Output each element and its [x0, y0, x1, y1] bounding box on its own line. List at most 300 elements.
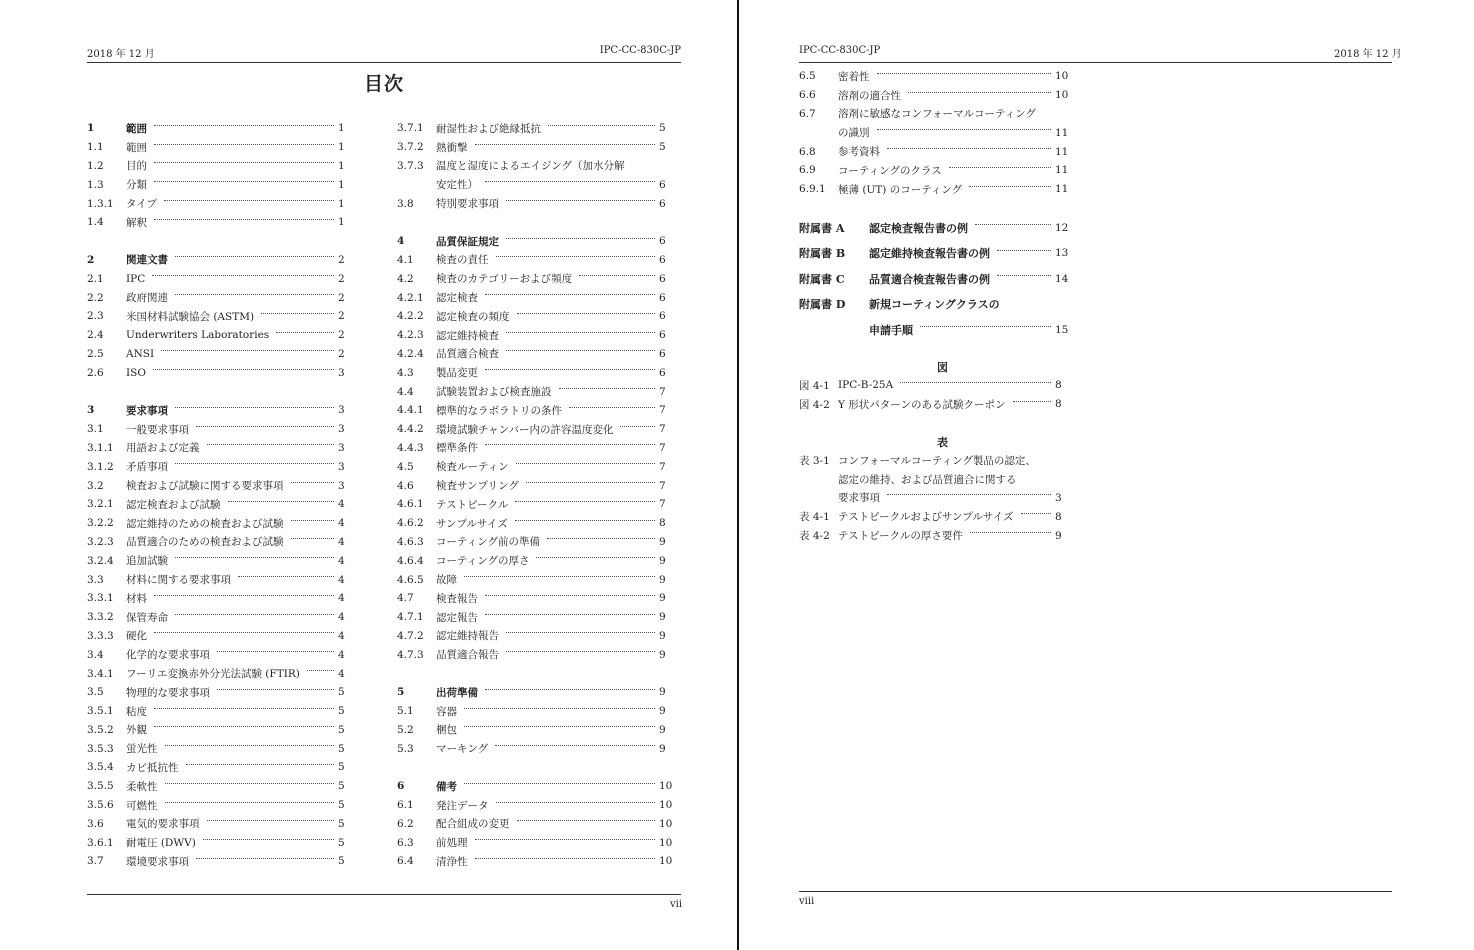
toc-entry[interactable] — [87, 833, 360, 852]
toc-entry-number: 5 — [397, 686, 405, 699]
toc-entry-page: 8 — [1055, 510, 1062, 523]
toc-entry-label: 電気的要求事項 — [126, 818, 200, 831]
toc-entry[interactable] — [87, 439, 360, 458]
toc-entry-page: 5 — [338, 742, 345, 755]
toc-entry-label: 蛍光性 — [126, 743, 158, 756]
toc-entry[interactable] — [799, 489, 1077, 508]
toc-leader-dots — [997, 250, 1051, 251]
toc-entry-page: 9 — [659, 742, 666, 755]
toc-entry-page: 11 — [1055, 126, 1069, 139]
toc-entry-label: 検査報告 — [436, 592, 478, 605]
toc-leader-dots — [464, 576, 655, 577]
toc-entry-number: 4.5 — [397, 460, 414, 473]
toc-entry-label: 化学的な要求事項 — [126, 649, 210, 662]
toc-entry-page: 5 — [338, 705, 345, 718]
toc-entry-label: 耐湿性および絶縁抵抗 — [436, 122, 541, 135]
toc-entry-label: 品質適合のための検査および試験 — [126, 536, 284, 549]
toc-entry-label: Underwriters Laboratories — [126, 329, 270, 342]
toc-leader-dots — [196, 426, 334, 427]
toc-entry-label: 標準的なラボラトリの条件 — [436, 404, 562, 417]
toc-entry-label: フーリエ変換赤外分光法試験 (FTIR) — [126, 668, 300, 680]
toc-entry-number: 3.6.1 — [87, 836, 114, 849]
toc-entry[interactable] — [87, 457, 360, 476]
toc-entry[interactable] — [799, 180, 1077, 199]
toc-entry-number: 3.8 — [397, 197, 414, 210]
toc-spacer — [397, 664, 681, 683]
toc-entry-page: 10 — [1055, 70, 1069, 83]
toc-entry[interactable] — [397, 232, 681, 251]
toc-leader-dots — [485, 369, 655, 370]
toc-entry[interactable] — [397, 326, 681, 345]
toc-leader-dots — [175, 407, 334, 408]
toc-entry-label: 品質適合報告 — [436, 649, 499, 662]
toc-leader-dots — [154, 708, 334, 709]
toc-entry-page: 3 — [338, 479, 345, 492]
toc-entry-label: 梱包 — [436, 724, 457, 737]
toc-leader-dots — [464, 783, 655, 784]
toc-entry-number: 図 4-2 — [799, 398, 830, 411]
toc-entry[interactable] — [87, 288, 360, 307]
toc-entry-number: 5.3 — [397, 742, 414, 755]
toc-spacer — [87, 232, 360, 251]
toc-entry[interactable] — [87, 363, 360, 382]
toc-entry[interactable] — [397, 702, 681, 721]
toc-entry[interactable] — [397, 796, 681, 815]
toc-entry-page: 4 — [338, 573, 345, 586]
toc-entry-number: 1 — [87, 122, 95, 135]
toc-leader-dots — [908, 92, 1051, 93]
toc-entry[interactable] — [799, 105, 1077, 124]
toc-entry-number: 表 3-1 — [799, 454, 830, 467]
toc-leader-dots — [536, 557, 655, 558]
toc-entry[interactable] — [87, 420, 360, 439]
toc-entry-page: 6 — [659, 272, 666, 285]
toc-entry-label: コーティングの厚さ — [436, 555, 530, 568]
toc-entry-label: 追加試験 — [126, 555, 168, 568]
toc-leader-dots — [464, 708, 655, 709]
toc-entry-label: ANSI — [126, 347, 155, 360]
toc-entry-number: 3.5.2 — [87, 723, 114, 736]
toc-entry[interactable] — [397, 420, 681, 439]
toc-entry[interactable] — [87, 307, 360, 326]
toc-entry[interactable] — [87, 495, 360, 514]
toc-entry[interactable] — [87, 702, 360, 721]
toc-entry[interactable] — [397, 269, 681, 288]
toc-entry[interactable] — [397, 363, 681, 382]
toc-entry[interactable] — [799, 451, 1077, 470]
toc-entry[interactable] — [799, 142, 1077, 161]
toc-entry-label: 耐電圧 (DWV) — [126, 837, 196, 850]
toc-entry-label: 新規コーティングクラスの — [869, 298, 1000, 312]
toc-entry[interactable] — [397, 251, 681, 270]
toc-entry-page: 4 — [338, 629, 345, 642]
toc-entry-page: 6 — [659, 291, 666, 304]
toc-entry[interactable] — [799, 241, 1077, 267]
toc-entry-page: 7 — [659, 498, 666, 511]
toc-leader-dots — [238, 576, 334, 577]
toc-entry[interactable] — [397, 476, 681, 495]
toc-leader-dots — [152, 275, 334, 276]
toc-entry-page: 8 — [1055, 398, 1062, 411]
toc-entry[interactable] — [87, 551, 360, 570]
toc-leader-dots — [515, 501, 655, 502]
toc-entry[interactable] — [799, 526, 1077, 545]
toc-entry[interactable] — [799, 507, 1077, 526]
toc-entry-page: 6 — [659, 310, 666, 323]
toc-entry-number: 4.6.1 — [397, 498, 424, 511]
toc-entry-number: 4.2.1 — [397, 291, 424, 304]
toc-entry-page: 5 — [338, 686, 345, 699]
toc-entry-label: テストピークルの厚さ要件 — [838, 530, 963, 543]
toc-entry[interactable] — [397, 570, 681, 589]
toc-entry-label: 溶剤の適合性 — [838, 89, 901, 102]
toc-spacer — [87, 382, 360, 401]
toc-entry[interactable] — [87, 326, 360, 345]
toc-continued — [799, 67, 1077, 199]
toc-entry-number: 3.4.1 — [87, 667, 114, 680]
toc-leader-dots — [949, 167, 1051, 168]
toc-leader-dots — [559, 388, 656, 389]
toc-entry-label: 配合組成の変更 — [436, 818, 510, 831]
toc-entry-page: 1 — [338, 159, 345, 172]
toc-entry-page: 10 — [659, 855, 673, 868]
toc-entry-label: 容器 — [436, 705, 457, 718]
toc-entry[interactable] — [799, 470, 1077, 489]
toc-entry[interactable] — [87, 814, 360, 833]
toc-entry[interactable] — [397, 138, 681, 157]
toc-entry[interactable] — [87, 251, 360, 270]
toc-entry[interactable] — [799, 215, 1077, 241]
toc-leader-dots — [975, 224, 1051, 225]
toc-entry-number: 4.6.5 — [397, 573, 424, 586]
toc-entry-label: 前処理 — [436, 837, 468, 850]
toc-entry-label: 出荷準備 — [436, 686, 478, 699]
toc-entry-page: 1 — [338, 122, 345, 135]
toc-entry-number: 3.7.3 — [397, 159, 424, 172]
toc-entry-page: 11 — [1055, 164, 1069, 177]
toc-entry-number: 1.3.1 — [87, 197, 114, 210]
toc-entry-label: 認定維持検査 — [436, 329, 499, 342]
toc-entry[interactable] — [397, 194, 681, 213]
toc-entry[interactable] — [397, 157, 681, 176]
toc-entry-label: 政府関連 — [126, 292, 168, 305]
toc-entry[interactable] — [87, 608, 360, 627]
toc-entry[interactable] — [87, 570, 360, 589]
toc-entry[interactable] — [397, 514, 681, 533]
toc-entry[interactable] — [87, 739, 360, 758]
toc-entry[interactable] — [87, 852, 360, 871]
toc-entry-number: 3.3.2 — [87, 611, 114, 624]
toc-leader-dots — [186, 764, 335, 765]
toc-entry[interactable] — [799, 123, 1077, 142]
toc-entry-page: 6 — [659, 366, 666, 379]
page-title: 目次 — [363, 73, 404, 95]
toc-entry-page: 6 — [659, 253, 666, 266]
toc-entry-page: 7 — [659, 441, 666, 454]
toc-entry-number: 4.2.4 — [397, 347, 424, 360]
toc-leader-dots — [276, 332, 334, 333]
toc-entry-page: 7 — [659, 423, 666, 436]
toc-entry-number: 4.1 — [397, 253, 414, 266]
toc-entry[interactable] — [87, 213, 360, 232]
toc-entry-label: 備考 — [436, 780, 457, 793]
toc-leader-dots — [548, 125, 655, 126]
toc-entry-label: タイプ — [126, 198, 157, 211]
toc-leader-dots — [485, 444, 655, 445]
toc-entry[interactable] — [397, 551, 681, 570]
toc-entry-number: 3.1.1 — [87, 441, 114, 454]
toc-entry[interactable] — [397, 288, 681, 307]
toc-entry[interactable] — [87, 345, 360, 364]
toc-entry-number: 3.5.4 — [87, 761, 114, 774]
toc-entry-number: 表 4-2 — [799, 530, 830, 543]
toc-entry-number: 2.4 — [87, 329, 104, 342]
toc-entry-label: 申請手順 — [869, 323, 913, 337]
toc-entry[interactable] — [87, 777, 360, 796]
toc-entry[interactable] — [799, 67, 1077, 86]
toc-entry-page: 9 — [659, 705, 666, 718]
toc-entry-number: 図 4-1 — [799, 379, 830, 392]
toc-entry-label: 保管寿命 — [126, 611, 168, 624]
toc-leader-dots — [175, 294, 334, 295]
toc-leader-dots — [1013, 401, 1051, 402]
toc-spacer — [397, 758, 681, 777]
toc-entry-number: 6.9 — [799, 164, 816, 177]
toc-entry-label: 要求事項 — [838, 492, 880, 505]
toc-entry-number: 4.6.2 — [397, 517, 424, 530]
toc-entry-number: 表 4-1 — [799, 511, 830, 524]
toc-leader-dots — [165, 802, 335, 803]
toc-entry[interactable] — [397, 852, 681, 871]
header-doc-id: IPC-CC-830C-JP — [799, 45, 881, 56]
toc-entry-page: 10 — [659, 799, 673, 812]
toc-entry-number: 4.2.2 — [397, 310, 424, 323]
toc-column-1 — [87, 119, 360, 871]
toc-entry[interactable] — [87, 589, 360, 608]
toc-entry[interactable] — [397, 345, 681, 364]
toc-entry[interactable] — [799, 86, 1077, 105]
toc-entry-label: 材料 — [126, 592, 147, 605]
toc-leader-dots — [154, 595, 334, 596]
toc-entry-number: 6.1 — [397, 799, 414, 812]
toc-entry[interactable] — [799, 266, 1077, 292]
toc-entry-page: 3 — [338, 460, 345, 473]
toc-entry[interactable] — [87, 119, 360, 138]
toc-entry[interactable] — [87, 533, 360, 552]
toc-entry[interactable] — [87, 664, 360, 683]
tables-heading: 表 — [937, 436, 948, 449]
toc-leader-dots — [175, 557, 334, 558]
toc-entry[interactable] — [799, 395, 1077, 414]
toc-leader-dots — [154, 125, 334, 126]
toc-leader-dots — [485, 181, 655, 182]
toc-leader-dots — [165, 783, 335, 784]
toc-entry-number: 2.3 — [87, 310, 104, 323]
header-date: 2018 年 12 月 — [1334, 49, 1402, 60]
toc-entry[interactable] — [87, 645, 360, 664]
header-rule — [799, 62, 1392, 63]
toc-entry[interactable] — [87, 514, 360, 533]
toc-entry-number: 3.5.5 — [87, 780, 114, 793]
toc-entry-page: 4 — [338, 611, 345, 624]
toc-leader-dots — [475, 144, 656, 145]
toc-entry-label: 検査および試験に関する要求事項 — [126, 480, 284, 493]
toc-entry[interactable] — [397, 175, 681, 194]
footer-page-number: vii — [670, 899, 683, 910]
toc-entry-number: 1.1 — [87, 141, 104, 154]
toc-entry-label: テストピークル — [436, 498, 509, 511]
toc-entry-number: 4.6.4 — [397, 554, 424, 567]
toc-entry-page: 6 — [659, 197, 666, 210]
toc-entry[interactable] — [87, 157, 360, 176]
toc-entry-number: 4.4.2 — [397, 423, 424, 436]
toc-leader-dots — [887, 148, 1051, 149]
toc-entry-label: コーティング前の準備 — [436, 536, 540, 549]
toc-entry-number: 3.7.1 — [397, 122, 424, 135]
toc-entry-number: 4.2.3 — [397, 329, 424, 342]
toc-entry-page: 3 — [338, 423, 345, 436]
toc-entry-number: 3.2.3 — [87, 535, 114, 548]
toc-entry-page: 3 — [338, 404, 345, 417]
toc-entry-number: 附属書 C — [799, 272, 845, 286]
toc-entry[interactable] — [397, 777, 681, 796]
toc-entry[interactable] — [397, 439, 681, 458]
toc-entry[interactable] — [87, 627, 360, 646]
toc-entry-page: 10 — [1055, 89, 1069, 102]
toc-entry-label: 清浄性 — [436, 855, 468, 868]
toc-leader-dots — [887, 494, 1051, 495]
toc-leader-dots — [164, 200, 334, 201]
toc-entry-label: 硬化 — [126, 630, 147, 643]
toc-leader-dots — [154, 181, 334, 182]
toc-entry[interactable] — [397, 739, 681, 758]
toc-entry[interactable] — [397, 683, 681, 702]
toc-entry-number: 2 — [87, 253, 95, 266]
toc-entry-page: 9 — [659, 611, 666, 624]
toc-entry[interactable] — [87, 175, 360, 194]
toc-entry[interactable] — [397, 721, 681, 740]
toc-entry[interactable] — [799, 161, 1077, 180]
toc-entry-label: 温度と湿度によるエイジング（加水分解 — [436, 160, 625, 173]
toc-leader-dots — [506, 238, 655, 239]
toc-entry[interactable] — [87, 683, 360, 702]
toc-leader-dots — [154, 162, 334, 163]
toc-entry[interactable] — [397, 645, 681, 664]
toc-entry[interactable] — [87, 476, 360, 495]
toc-entry-label: 範囲 — [126, 122, 147, 135]
toc-entry[interactable] — [397, 627, 681, 646]
toc-entry[interactable] — [397, 495, 681, 514]
toc-entry[interactable] — [397, 533, 681, 552]
toc-entry-page: 6 — [659, 235, 666, 248]
toc-entry-number: 3.5 — [87, 686, 104, 699]
toc-entry-label: 標準条件 — [436, 442, 478, 455]
toc-entry-label: 柔軟性 — [126, 780, 158, 793]
toc-entry-number: 4.7.2 — [397, 629, 424, 642]
toc-entry[interactable] — [87, 269, 360, 288]
footer-rule — [87, 894, 681, 895]
toc-leader-dots — [154, 632, 334, 633]
toc-entry-number: 6.4 — [397, 855, 414, 868]
footer-rule — [799, 891, 1392, 892]
toc-leader-dots — [196, 858, 334, 859]
toc-entry-number: 3.6 — [87, 817, 104, 830]
toc-entry-number: 4.6 — [397, 479, 414, 492]
toc-entry-page: 4 — [338, 517, 345, 530]
toc-entry[interactable] — [397, 457, 681, 476]
toc-entry[interactable] — [87, 194, 360, 213]
toc-entry[interactable] — [87, 758, 360, 777]
toc-entry[interactable] — [799, 317, 1077, 343]
toc-entry-number: 1.2 — [87, 159, 104, 172]
toc-leader-dots — [506, 350, 655, 351]
toc-entry-page: 5 — [338, 799, 345, 812]
toc-leader-dots — [228, 501, 335, 502]
toc-entry[interactable] — [397, 608, 681, 627]
toc-entry[interactable] — [397, 401, 681, 420]
toc-entry-page: 9 — [659, 648, 666, 661]
toc-entry-page: 13 — [1055, 247, 1069, 260]
toc-leader-dots — [517, 313, 656, 314]
toc-entry-number: 3.5.1 — [87, 705, 114, 718]
toc-entry-number: 6.2 — [397, 817, 414, 830]
toc-leader-dots — [495, 745, 655, 746]
toc-entry[interactable] — [87, 721, 360, 740]
toc-entry-page: 6 — [659, 347, 666, 360]
header-doc-id: IPC-CC-830C-JP — [599, 45, 681, 56]
toc-entry[interactable] — [397, 589, 681, 608]
toc-entry-number: 4.2 — [397, 272, 414, 285]
toc-entry[interactable] — [87, 138, 360, 157]
toc-entry[interactable] — [87, 401, 360, 420]
toc-entry-number: 3.2.2 — [87, 517, 114, 530]
toc-entry-page: 14 — [1055, 272, 1069, 285]
toc-entry[interactable] — [397, 814, 681, 833]
toc-entry-page: 5 — [659, 141, 666, 154]
toc-entry[interactable] — [799, 292, 1077, 318]
toc-entry-number: 3 — [87, 404, 95, 417]
toc-entry[interactable] — [397, 119, 681, 138]
toc-entry-page: 2 — [338, 291, 345, 304]
toc-entry-page: 1 — [338, 141, 345, 154]
toc-entry-page: 7 — [659, 404, 666, 417]
header-rule — [87, 62, 681, 63]
toc-entry-label: 環境要求事項 — [126, 855, 189, 868]
toc-leader-dots — [464, 726, 655, 727]
toc-entry-number: 6.9.1 — [799, 183, 826, 196]
toc-leader-dots — [485, 614, 655, 615]
toc-entry-page: 9 — [659, 686, 666, 699]
toc-entry[interactable] — [397, 382, 681, 401]
toc-entry-label: コンフォーマルコーティング製品の認定、 — [838, 454, 1036, 467]
toc-entry-page: 4 — [338, 554, 345, 567]
toc-entry-number: 4 — [397, 235, 405, 248]
toc-leader-dots — [154, 144, 334, 145]
toc-entry-page: 4 — [338, 667, 345, 680]
toc-appendices — [799, 215, 1077, 343]
toc-entry[interactable] — [397, 307, 681, 326]
toc-entry-page: 9 — [659, 535, 666, 548]
toc-entry[interactable] — [799, 376, 1077, 395]
toc-entry-page: 9 — [659, 592, 666, 605]
toc-entry-label: Y 形状パターンのある試験クーポン — [838, 398, 1006, 411]
toc-leader-dots — [877, 129, 1052, 130]
toc-leader-dots — [569, 407, 655, 408]
toc-entry-number: 3.1.2 — [87, 460, 114, 473]
toc-entry[interactable] — [397, 833, 681, 852]
toc-leader-dots — [900, 382, 1051, 383]
toc-entry[interactable] — [87, 796, 360, 815]
